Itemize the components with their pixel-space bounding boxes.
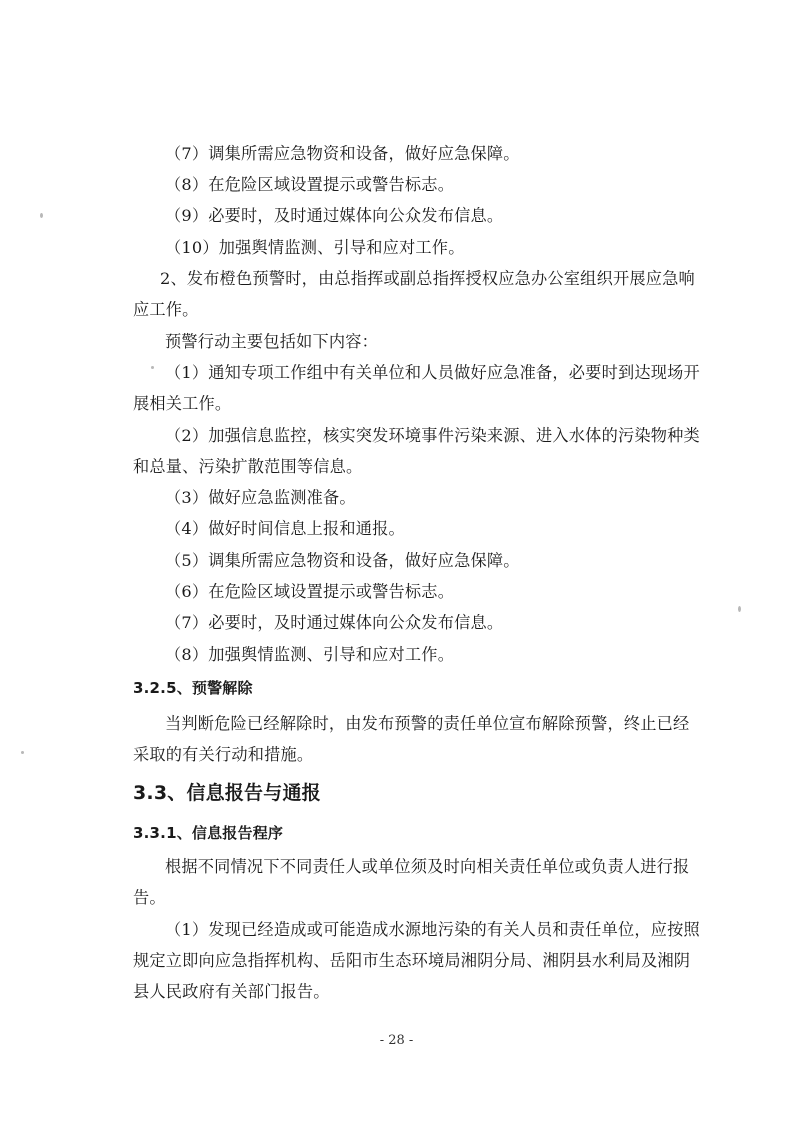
section-heading: 3.3、信息报告与通报: [133, 782, 321, 804]
paragraph-line: 县人民政府有关部门报告。: [133, 982, 330, 1001]
list-item: （7）必要时，及时通过媒体向公众发布信息。: [165, 613, 504, 632]
page-number: - 28 -: [379, 1033, 414, 1048]
paragraph-line: 展相关工作。: [133, 394, 232, 413]
section-heading: 3.3.1、信息报告程序: [133, 824, 284, 842]
paragraph-line: 和总量、污染扩散范围等信息。: [133, 457, 363, 476]
list-item: （10）加强舆情监测、引导和应对工作。: [165, 238, 465, 257]
list-item: （6）在危险区域设置提示或警告标志。: [165, 582, 455, 601]
list-item: （4）做好时间信息上报和通报。: [165, 519, 405, 538]
list-item: （9）必要时，及时通过媒体向公众发布信息。: [165, 206, 504, 225]
paragraph-line: 采取的有关行动和措施。: [133, 745, 314, 764]
paragraph-line: 预警行动主要包括如下内容：: [165, 332, 379, 351]
scan-speck: [738, 606, 741, 612]
paragraph-line: 当判断危险已经解除时，由发布预警的责任单位宣布解除预警，终止已经: [165, 714, 690, 733]
paragraph-line: 根据不同情况下不同责任人或单位须及时向相关责任单位或负责人进行报: [165, 857, 690, 876]
paragraph-line: 应工作。: [133, 300, 199, 319]
list-item: （1）通知专项工作组中有关单位和人员做好应急准备，必要时到达现场开: [165, 363, 700, 382]
section-heading: 3.2.5、预警解除: [133, 679, 253, 697]
list-item: （8）在危险区域设置提示或警告标志。: [165, 175, 455, 194]
list-item: （2）加强信息监控，核实突发环境事件污染来源、进入水体的污染物种类: [165, 426, 700, 445]
list-item: （7）调集所需应急物资和设备，做好应急保障。: [165, 144, 520, 163]
list-item: （5）调集所需应急物资和设备，做好应急保障。: [165, 551, 520, 570]
list-item: （8）加强舆情监测、引导和应对工作。: [165, 645, 455, 664]
scan-speck: [21, 751, 24, 754]
list-item: （1）发现已经造成或可能造成水源地污染的有关人员和责任单位，应按照: [165, 920, 700, 939]
paragraph-line: 规定立即向应急指挥机构、岳阳市生态环境局湘阴分局、湘阴县水利局及湘阴: [133, 951, 691, 970]
paragraph-line: 告。: [133, 888, 166, 907]
paragraph-line: 2、发布橙色预警时，由总指挥或副总指挥授权应急办公室组织开展应急响: [160, 269, 695, 288]
scan-speck: [40, 213, 43, 218]
list-item: （3）做好应急监测准备。: [165, 488, 356, 507]
scan-speck: [151, 366, 154, 369]
